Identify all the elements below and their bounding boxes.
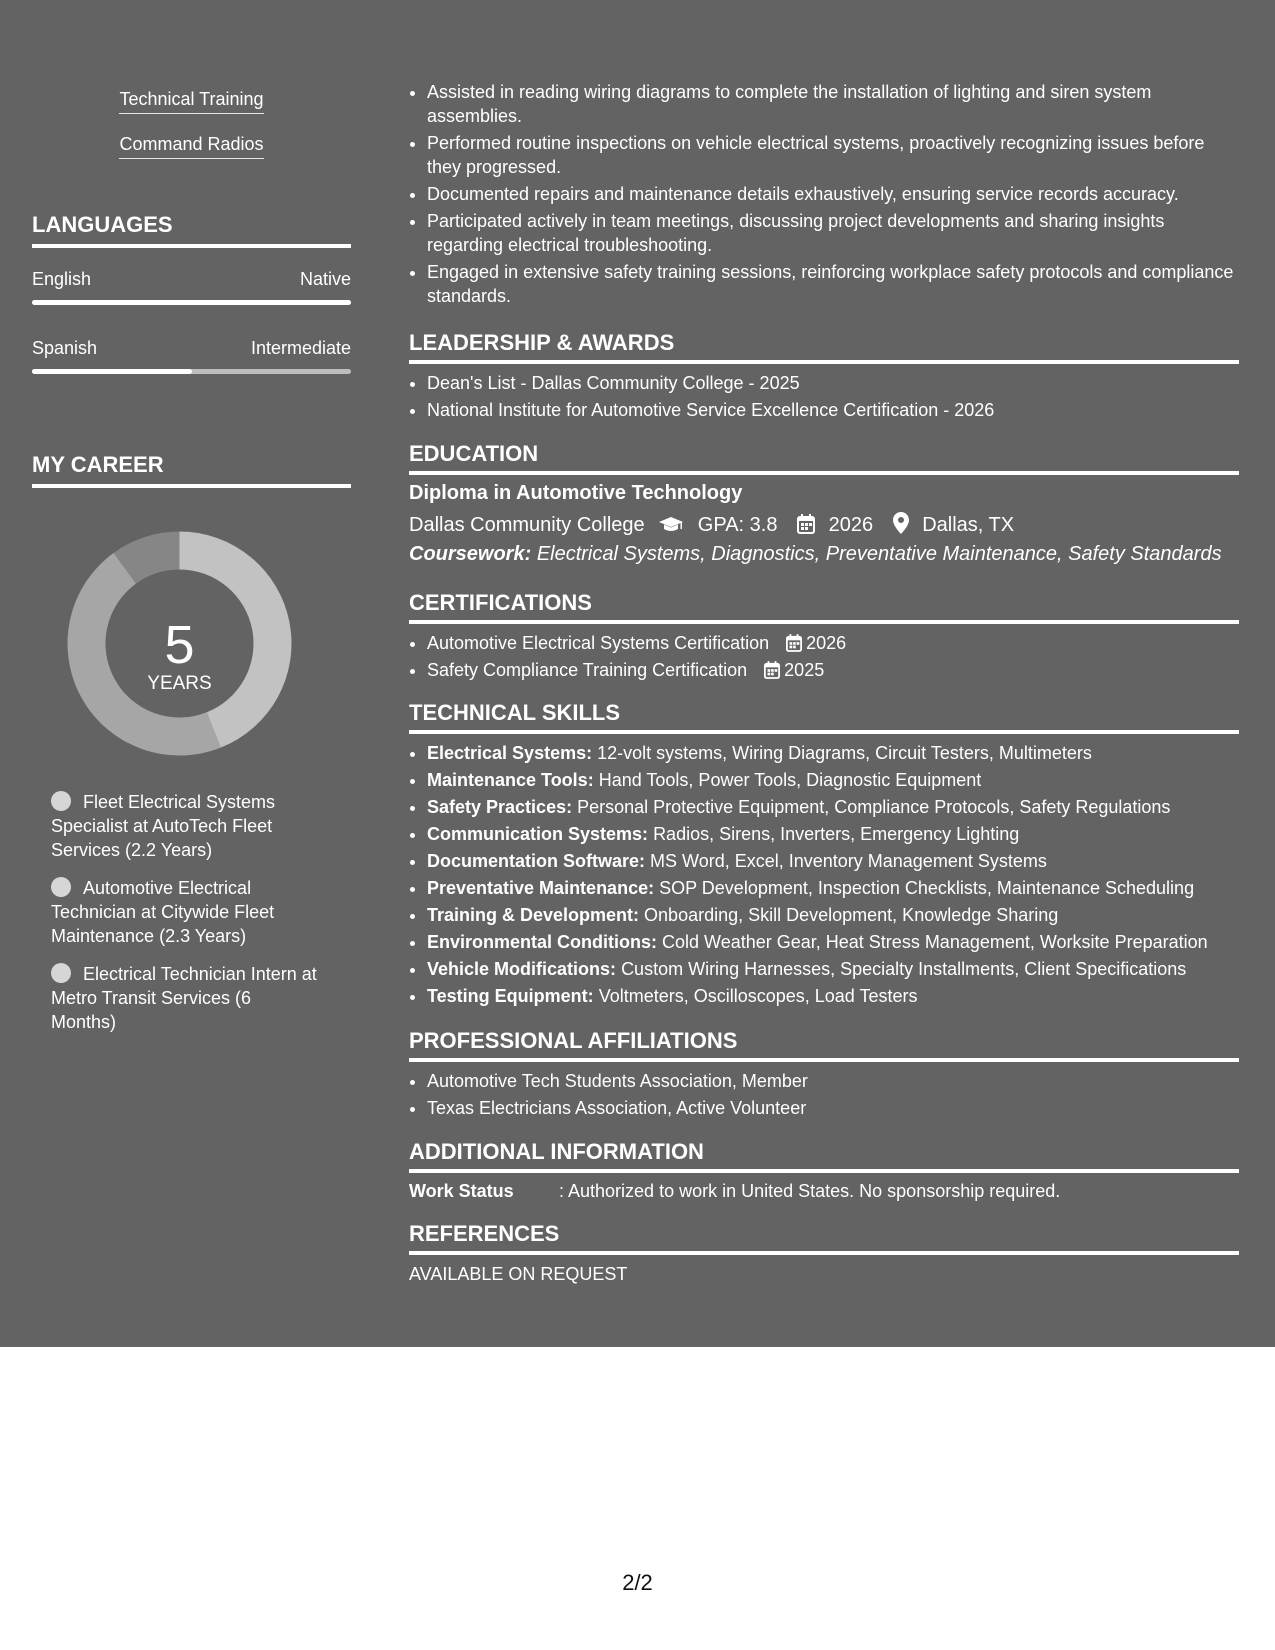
donut-segment: [180, 532, 292, 748]
list-item: • Preventative Maintenance: SOP Development, Inspection Checklists, Maintenance Scheduling: [427, 876, 1237, 900]
list-item: • Safety Compliance Training Certification 2025: [427, 658, 1237, 682]
language-bar-spanish: [32, 369, 351, 374]
language-name: Spanish: [32, 338, 98, 358]
career-item: Fleet Electrical Systems Specialist at AutoTech Fleet Services (2.2 Years): [51, 792, 276, 860]
career-years-number: 5: [164, 615, 195, 675]
language-row-english: [32, 269, 351, 290]
list-item: • Maintenance Tools: Hand Tools, Power Tools, Diagnostic Equipment: [427, 768, 1237, 792]
education-heading: EDUCATION: [409, 441, 1239, 475]
calendar-icon: [764, 661, 780, 679]
language-bar-fill: [32, 300, 351, 305]
school-name: Dallas Community College: [409, 514, 645, 536]
bullet-dot-icon: [51, 963, 71, 983]
education-details: [409, 512, 1014, 537]
skill-link-command-radios[interactable]: Command Radios: [32, 134, 351, 159]
list-item: • Texas Electricians Association, Active Volunteer: [427, 1096, 1237, 1120]
list-item: • Environmental Conditions: Cold Weather Gear, Heat Stress Management, Worksite Preparation: [427, 930, 1237, 954]
list-item: • Automotive Tech Students Association, Member: [427, 1069, 1237, 1093]
language-level: Intermediate: [250, 338, 351, 358]
calendar-icon: [797, 514, 815, 534]
leadership-list: [409, 371, 1237, 425]
graduation-cap-icon: [658, 516, 684, 534]
career-years-unit: YEARS: [147, 673, 212, 694]
work-status-value: : Authorized to work in United States. No sponsorship required.: [559, 1181, 1061, 1201]
language-name: English: [32, 269, 92, 289]
work-status: [409, 1181, 1060, 1202]
language-row-spanish: [32, 338, 351, 359]
language-bar-fill: [32, 369, 192, 374]
list-item: • Vehicle Modifications: Custom Wiring Harnesses, Specialty Installments, Client Specifications: [427, 957, 1237, 981]
list-item: • Automotive Electrical Systems Certification 2026: [427, 631, 1237, 655]
education-location: Dallas, TX: [922, 514, 1015, 536]
leadership-heading: LEADERSHIP & AWARDS: [409, 330, 1239, 364]
list-item: • Assisted in reading wiring diagrams to complete the installation of lighting and siren system assemblies.: [427, 80, 1237, 128]
bullet-dot-icon: [51, 877, 71, 897]
language-level: Native: [299, 269, 351, 289]
degree-title: Diploma in Automotive Technology: [409, 482, 743, 504]
career-item: Automotive Electrical Technician at Citywide Fleet Maintenance (2.3 Years): [51, 878, 275, 946]
list-item: • Communication Systems: Radios, Sirens, Inverters, Emergency Lighting: [427, 822, 1237, 846]
language-bar-english: [32, 300, 351, 305]
list-item: • Engaged in extensive safety training sessions, reinforcing workplace safety protocols and compliance standards.: [427, 260, 1237, 308]
references-text: AVAILABLE ON REQUEST: [409, 1264, 628, 1284]
list-item: • Electrical Systems: 12-volt systems, Wiring Diagrams, Circuit Testers, Multimeters: [427, 741, 1237, 765]
technical-skills-heading: TECHNICAL SKILLS: [409, 700, 1239, 734]
coursework-value: Electrical Systems, Diagnostics, Preventative Maintenance, Safety Standards: [536, 543, 1222, 565]
work-status-label: Work Status: [409, 1181, 514, 1201]
map-pin-icon: [893, 512, 909, 534]
list-item: • Documented repairs and maintenance details exhaustively, ensuring service records accuracy.: [427, 182, 1237, 206]
technical-skills-list: [409, 741, 1237, 1011]
graduation-year: 2026: [828, 514, 874, 536]
additional-info-heading: ADDITIONAL INFORMATION: [409, 1139, 1239, 1173]
list-item: • Training & Development: Onboarding, Skill Development, Knowledge Sharing: [427, 903, 1237, 927]
list-item: • Performed routine inspections on vehicle electrical systems, proactively recognizing issues before they progressed.: [427, 131, 1237, 179]
calendar-icon: [786, 634, 802, 652]
list-item: • Documentation Software: MS Word, Excel, Inventory Management Systems: [427, 849, 1237, 873]
skill-link-technical-training[interactable]: Technical Training: [32, 89, 351, 114]
languages-heading: LANGUAGES: [32, 212, 351, 248]
gpa: GPA: 3.8: [697, 514, 778, 536]
certifications-list: [409, 631, 1237, 685]
coursework-label: Coursework:: [409, 543, 532, 565]
list-item: • Safety Practices: Personal Protective Equipment, Compliance Protocols, Safety Regulations: [427, 795, 1237, 819]
coursework: [409, 543, 1222, 566]
list-item: • Testing Equipment: Voltmeters, Oscilloscopes, Load Testers: [427, 984, 1237, 1008]
affiliations-heading: PROFESSIONAL AFFILIATIONS: [409, 1028, 1239, 1062]
career-list: [51, 790, 321, 1048]
list-item: • Dean's List - Dallas Community College - 2025: [427, 371, 1237, 395]
list-item: • National Institute for Automotive Service Excellence Certification - 2026: [427, 398, 1237, 422]
certifications-heading: CERTIFICATIONS: [409, 590, 1239, 624]
bullet-dot-icon: [51, 791, 71, 811]
affiliations-list: [409, 1069, 1237, 1123]
experience-bullets: [409, 80, 1237, 311]
career-item: Electrical Technician Intern at Metro Transit Services (6 Months): [51, 964, 317, 1032]
references-heading: REFERENCES: [409, 1221, 1239, 1255]
donut-segment: [68, 553, 221, 756]
page-number: 2/2: [622, 1570, 653, 1595]
list-item: • Participated actively in team meetings, discussing project developments and sharing insights regarding electrical troubleshooting.: [427, 209, 1237, 257]
career-heading: MY CAREER: [32, 452, 351, 488]
career-donut-chart: [67, 531, 292, 756]
